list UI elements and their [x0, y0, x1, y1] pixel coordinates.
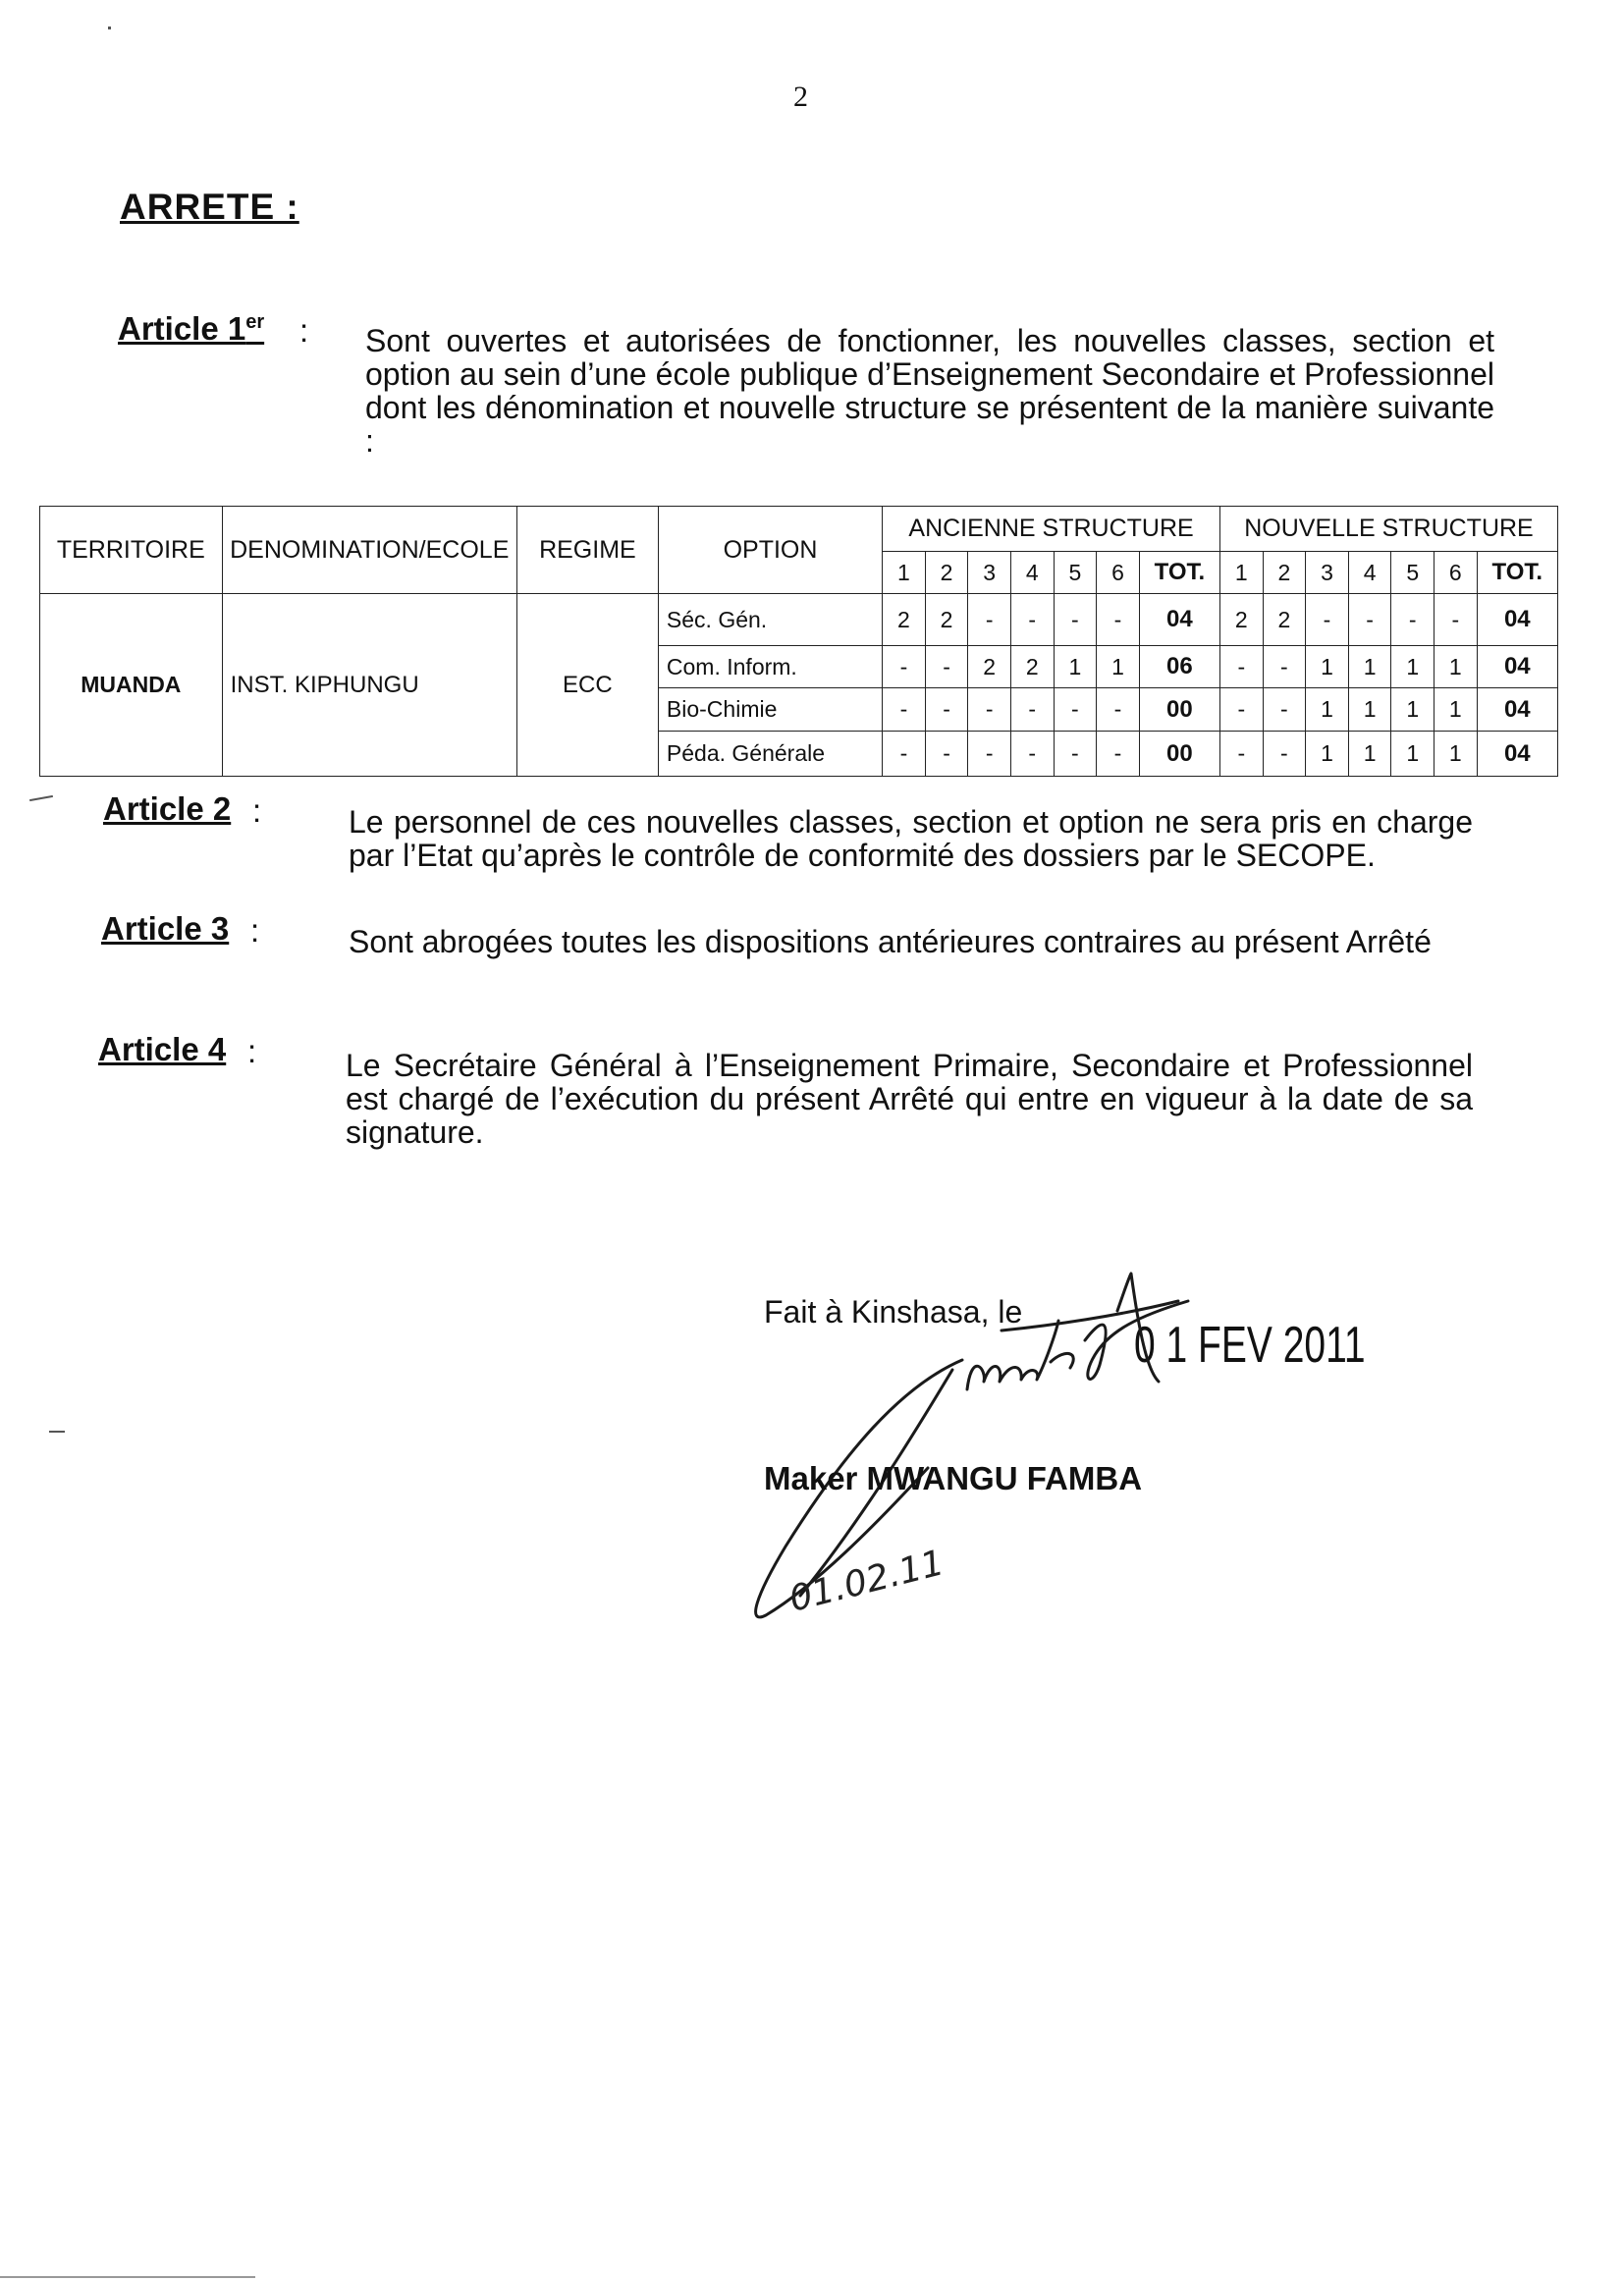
nouvelle-cell: - — [1263, 688, 1306, 732]
nouvelle-cell: - — [1219, 732, 1263, 777]
nouvelle-cell: - — [1435, 594, 1478, 645]
article-2-label: Article 2 — [103, 790, 232, 827]
ancienne-cell: - — [1010, 732, 1054, 777]
article-3-colon: : — [250, 912, 260, 949]
regime-cell: ECC — [516, 594, 658, 777]
document-heading: ARRETE : — [120, 187, 299, 227]
nouvelle-cell: 1 — [1348, 645, 1391, 688]
nouvelle-cell: - — [1263, 732, 1306, 777]
ancienne-cell: 1 — [1097, 645, 1140, 688]
scan-edge-line — [0, 2276, 255, 2278]
ancienne-col-header: 2 — [925, 551, 968, 594]
article-4-text: Le Secrétaire Général à l’Enseignement Primaire, Secondaire et Professionnel est chargé de l’exécution du présent Arrêté qui entre en vigueur à la date de sa signature. — [346, 1048, 1473, 1150]
ancienne-cell: - — [1054, 594, 1097, 645]
nouvelle-cell: 1 — [1348, 732, 1391, 777]
nouvelle-col-header: 4 — [1348, 551, 1391, 594]
nouvelle-col-header: 3 — [1306, 551, 1349, 594]
article-4-label: Article 4 — [98, 1031, 227, 1067]
ancienne-cell: - — [925, 732, 968, 777]
article-2-text: Le personnel de ces nouvelles classes, section et option ne sera pris en charge par l’Etat qu’après le contrôle de conformité des dossiers par le SECOPE. — [349, 804, 1473, 873]
nouvelle-col-header: 5 — [1391, 551, 1435, 594]
ancienne-cell: - — [1097, 732, 1140, 777]
table-row — [40, 594, 1558, 645]
ancienne-total-cell: 04 — [1139, 594, 1219, 645]
nouvelle-cell: 1 — [1435, 645, 1478, 688]
header-territoire: TERRITOIRE — [40, 507, 223, 594]
ancienne-cell: - — [1054, 732, 1097, 777]
denomination-cell: INST. KIPHUNGU — [222, 594, 516, 777]
scan-speck — [49, 1431, 65, 1433]
ancienne-cell: 2 — [968, 645, 1011, 688]
signer-name: Maker MWANGU FAMBA — [764, 1460, 1143, 1496]
scan-speck — [108, 27, 111, 29]
ancienne-col-header: 1 — [883, 551, 926, 594]
nouvelle-cell: - — [1219, 688, 1263, 732]
nouvelle-cell: 1 — [1306, 688, 1349, 732]
nouvelle-cell: 1 — [1435, 688, 1478, 732]
ancienne-cell: - — [883, 645, 926, 688]
article-3-label: Article 3 — [101, 910, 230, 947]
ancienne-cell: - — [1097, 594, 1140, 645]
nouvelle-total-cell: 04 — [1477, 645, 1557, 688]
nouvelle-cell: 2 — [1219, 594, 1263, 645]
nouvelle-cell: 1 — [1348, 688, 1391, 732]
ancienne-cell: - — [883, 688, 926, 732]
ancienne-total-cell: 06 — [1139, 645, 1219, 688]
ancienne-cell: - — [1010, 594, 1054, 645]
ancienne-col-header: 4 — [1010, 551, 1054, 594]
article-1-colon: : — [299, 312, 309, 349]
ancienne-cell: - — [883, 732, 926, 777]
handwritten-date: 01.02.11 — [785, 1543, 948, 1620]
ancienne-total-cell: 00 — [1139, 732, 1219, 777]
scan-speck — [29, 795, 53, 801]
territoire-cell: MUANDA — [40, 594, 223, 777]
header-regime: REGIME — [516, 507, 658, 594]
option-cell: Péda. Générale — [658, 732, 882, 777]
nouvelle-cell: 1 — [1306, 732, 1349, 777]
nouvelle-cell: - — [1263, 645, 1306, 688]
ancienne-col-header: 6 — [1097, 551, 1140, 594]
ancienne-total-cell: 00 — [1139, 688, 1219, 732]
nouvelle-cell: - — [1306, 594, 1349, 645]
header-ancienne-structure: ANCIENNE STRUCTURE — [883, 507, 1220, 552]
ancienne-cell: - — [1010, 688, 1054, 732]
ancienne-cell: - — [968, 594, 1011, 645]
ancienne-col-header: 5 — [1054, 551, 1097, 594]
ancienne-cell: - — [968, 688, 1011, 732]
option-cell: Séc. Gén. — [658, 594, 882, 645]
nouvelle-cell: 1 — [1391, 645, 1435, 688]
ancienne-cell: - — [925, 645, 968, 688]
ancienne-cell: 1 — [1054, 645, 1097, 688]
ancienne-col-header-total: TOT. — [1139, 551, 1219, 594]
signature-place: Fait à Kinshasa, le — [764, 1294, 1023, 1330]
ancienne-cell: 2 — [925, 594, 968, 645]
nouvelle-cell: 1 — [1391, 688, 1435, 732]
header-denomination: DENOMINATION/ECOLE — [222, 507, 516, 594]
nouvelle-col-header: 2 — [1263, 551, 1306, 594]
article-3-text: Sont abrogées toutes les dispositions antérieures contraires au présent Arrêté — [349, 924, 1432, 959]
option-cell: Com. Inform. — [658, 645, 882, 688]
ancienne-cell: - — [1097, 688, 1140, 732]
nouvelle-col-header: 1 — [1219, 551, 1263, 594]
nouvelle-col-header: 6 — [1435, 551, 1478, 594]
ancienne-cell: 2 — [1010, 645, 1054, 688]
nouvelle-cell: - — [1391, 594, 1435, 645]
nouvelle-cell: - — [1219, 645, 1263, 688]
structure-table — [39, 506, 1558, 777]
ancienne-cell: - — [1054, 688, 1097, 732]
nouvelle-col-header-total: TOT. — [1477, 551, 1557, 594]
nouvelle-cell: 2 — [1263, 594, 1306, 645]
header-option: OPTION — [658, 507, 882, 594]
article-4-colon: : — [247, 1033, 257, 1069]
signature-date-stamp: 0 1 FEV 2011 — [1134, 1317, 1366, 1374]
nouvelle-cell: 1 — [1391, 732, 1435, 777]
header-nouvelle-structure: NOUVELLE STRUCTURE — [1219, 507, 1557, 552]
nouvelle-cell: 1 — [1306, 645, 1349, 688]
article-1-text: Sont ouvertes et autorisées de fonctionner, les nouvelles classes, section et option au sein d’une école publique d’Enseignement Secondaire et Professionnel dont les dénomination et nouvelle structure se présentent de la manière suivante : — [365, 323, 1494, 459]
nouvelle-total-cell: 04 — [1477, 688, 1557, 732]
ancienne-col-header: 3 — [968, 551, 1011, 594]
nouvelle-total-cell: 04 — [1477, 732, 1557, 777]
nouvelle-total-cell: 04 — [1477, 594, 1557, 645]
option-cell: Bio-Chimie — [658, 688, 882, 732]
nouvelle-cell: - — [1348, 594, 1391, 645]
ancienne-cell: 2 — [883, 594, 926, 645]
ancienne-cell: - — [925, 688, 968, 732]
nouvelle-cell: 1 — [1435, 732, 1478, 777]
ancienne-cell: - — [968, 732, 1011, 777]
article-2-colon: : — [252, 792, 262, 829]
article-1-label: Article 1er — [118, 310, 265, 347]
page-number: 2 — [793, 81, 808, 113]
